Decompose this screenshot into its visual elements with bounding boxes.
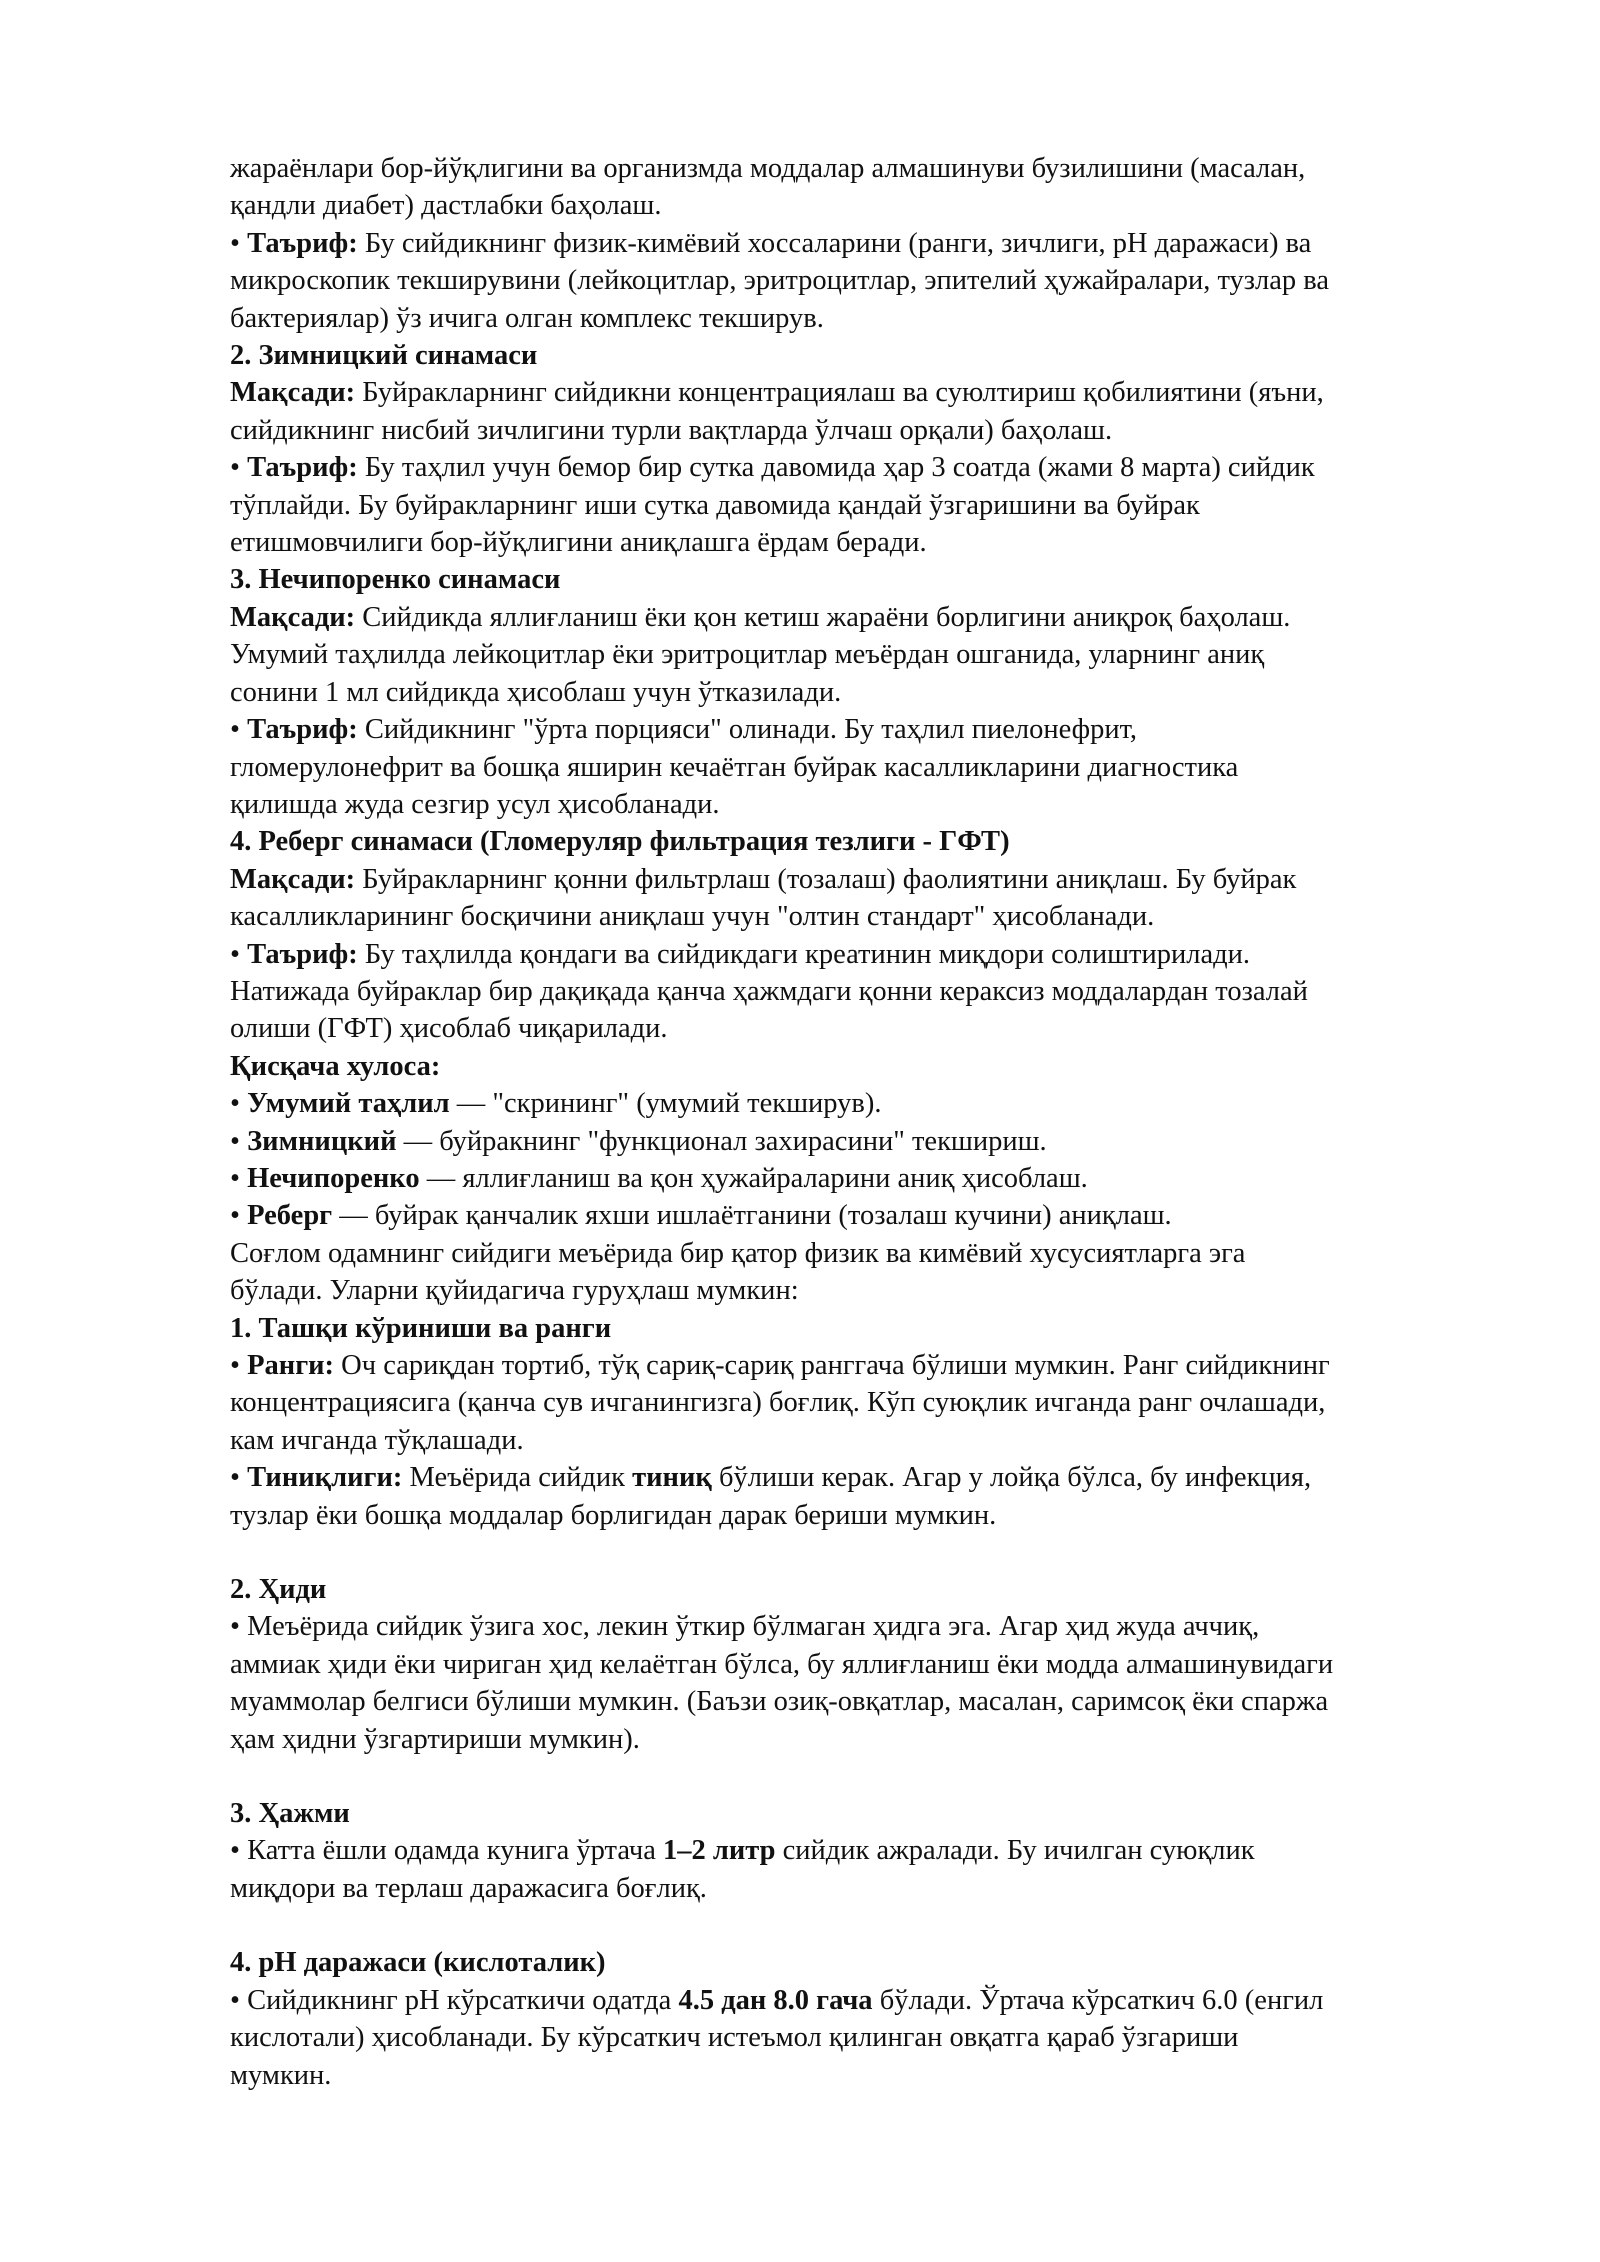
text-run: Буйракларнинг сийдикни концентрациялаш ва суюлтириш қобилиятини (яъни, сийдикнинг нисбий зичлигини турли вақтларда ўлчаш орқали) баҳолаш. — [230, 377, 1324, 446]
text-run: • — [230, 1200, 248, 1232]
paragraph-spacer — [230, 1534, 1530, 1571]
text-run: • Сийдикнинг pH кўрсаткичи одатда — [230, 1984, 679, 2016]
text-run: — буйракнинг "функционал захирасини" текшириш. — [396, 1125, 1047, 1157]
bold-text: Таъриф: — [247, 938, 358, 970]
paragraph — [230, 449, 1530, 561]
bold-text: 4. pH даражаси (кислоталик) — [230, 1947, 606, 1979]
bold-text: Нечипоренко — [247, 1162, 420, 1194]
paragraph — [230, 1085, 1530, 1122]
paragraph — [230, 861, 1530, 936]
paragraph — [230, 1347, 1530, 1459]
paragraph — [230, 1197, 1530, 1234]
text-run: • — [230, 1462, 248, 1494]
bold-text: Қисқача хулоса: — [230, 1050, 441, 1082]
bold-text: Тиниқлиги: — [247, 1462, 403, 1494]
paragraph-spacer — [230, 1907, 1530, 1944]
text-run: • Катта ёшли одамда кунига ўртача — [230, 1835, 663, 1867]
text-run: Соғлом одамнинг сийдиги меъёрида бир қатор физик ва кимёвий хусусиятларга эга бўлади. Уларни қуйидагича гуруҳлаш мумкин: — [230, 1237, 1246, 1307]
text-run: Меъёрида сийдик — [402, 1462, 633, 1494]
bold-text: Мақсади: — [230, 377, 356, 409]
paragraph — [230, 225, 1530, 337]
bold-text: 1–2 литр — [662, 1835, 776, 1867]
bold-text: 1. Ташқи кўриниши ва ранги — [230, 1312, 612, 1344]
section-heading — [230, 823, 1530, 860]
section-heading — [230, 1310, 1530, 1347]
section-heading — [230, 561, 1530, 598]
paragraph — [230, 936, 1530, 1048]
bold-text: Умумий таҳлил — [247, 1088, 450, 1120]
section-heading — [230, 1571, 1530, 1608]
text-run: сийдик ажралади. Бу ичилган суюқлик миқдори ва терлаш даражасига боғлиқ. — [230, 1835, 1255, 1904]
text-run: жараёнлари бор-йўқлигини ва организмда моддалар алмашинуви бузилишини (масалан, қандли диабет) дастлабки баҳолаш. — [230, 153, 1306, 222]
bold-text: 4. Реберг синамаси (Гломеруляр фильтрация тезлиги - ГФТ) — [230, 826, 1010, 858]
text-run: • — [230, 1350, 248, 1381]
bold-text: 4.5 дан 8.0 гача — [678, 1984, 873, 2016]
bold-text: 3. Ҳажми — [230, 1798, 350, 1830]
bold-text: 2. Ҳиди — [230, 1574, 327, 1606]
text-run: • — [230, 227, 248, 259]
text-run: бўлади. Ўртача кўрсаткич 6.0 (енгил кислотали) ҳисобланади. Бу кўрсаткич истеъмол қилинган овқатга қараб ўзгариши мумкин. — [230, 1984, 1324, 2091]
text-run: — яллиғланиш ва қон ҳужайраларини аниқ ҳисоблаш. — [419, 1162, 1088, 1194]
text-run: • — [230, 714, 248, 746]
bold-text: тиниқ — [632, 1462, 712, 1494]
text-run: • — [230, 1088, 248, 1120]
bold-text: Таъриф: — [247, 227, 358, 259]
paragraph — [230, 150, 1530, 225]
bold-text: Мақсади: — [230, 601, 356, 633]
section-heading — [230, 1944, 1530, 1981]
bold-text: Реберг — [247, 1200, 333, 1232]
paragraph — [230, 1160, 1530, 1197]
bold-text: Мақсади: — [230, 863, 356, 895]
paragraph-spacer — [230, 1758, 1530, 1795]
bold-text: Зимницкий — [247, 1125, 397, 1157]
paragraph — [230, 374, 1530, 449]
text-run: Оч сариқдан тортиб, тўқ сариқ-сариқ ранггача бўлиши мумкин. Ранг сийдикнинг концентрациясига (қанча сув ичганингизга) боғлиқ. Кўп суюқлик ичганда ранг очлашади, кам ичганда тўқлашади. — [230, 1350, 1330, 1456]
bold-text: Таъриф: — [247, 452, 358, 484]
paragraph — [230, 1982, 1530, 2094]
paragraph — [230, 1235, 1530, 1310]
text-run: бўлиши керак. Агар у лойқа бўлса, бу инфекция, тузлар ёки бошқа моддалар борлигидан дарак бериши мумкин. — [230, 1462, 1312, 1531]
bold-text: Таъриф: — [247, 714, 358, 746]
text-run: • — [230, 1162, 248, 1194]
paragraph — [230, 1123, 1530, 1160]
bold-text: 2. Зимницкий синамаси — [230, 340, 538, 372]
section-heading — [230, 337, 1530, 374]
text-run: — буйрак қанчалик яхши ишлаётганини (тозалаш кучини) аниқлаш. — [332, 1200, 1172, 1232]
text-run: Бу таҳлилда қондаги ва сийдикдаги креатинин миқдори солиштирилади. Натижада буйраклар бир дақиқада қанча ҳажмдаги қонни кераксиз моддалардан тозалай олиши (ГФТ) ҳисоблаб чиқарилади. — [230, 938, 1308, 1045]
paragraph — [230, 599, 1530, 711]
section-heading — [230, 1795, 1530, 1832]
text-run: • — [230, 452, 248, 484]
text-run: Бу таҳлил учун бемор бир сутка давомида ҳар 3 соатда (жами 8 марта) сийдик тўплайди. Бу буйракларнинг иши сутка давомида қандай ўзгаришини ва буйрак етишмовчилиги бор-йўқлигини аниқлашга ёрдам беради. — [230, 452, 1315, 559]
paragraph — [230, 711, 1530, 823]
paragraph — [230, 1608, 1530, 1758]
text-run: • Меъёрида сийдик ўзига хос, лекин ўткир бўлмаган ҳидга эга. Агар ҳид жуда аччиқ, аммиак ҳиди ёки чириган ҳид келаётган бўлса, бу яллиғланиш ёки модда алмашинувидаги муаммолар белгиси бўлиши мумкин. (Баъзи озиқ-овқатлар, масалан, саримсоқ ёки спаржа ҳам ҳидни ўзгартириши мумкин). — [230, 1611, 1334, 1755]
text-run: Буйракларнинг қонни фильтрлаш (тозалаш) фаолиятини аниқлаш. Бу буйрак касалликларининг босқичини аниқлаш учун "олтин стандарт" ҳисобланади. — [230, 863, 1297, 933]
text-run: Бу сийдикнинг физик-кимёвий хоссаларини (ранги, зичлиги, pH даражаси) ва микроскопик текширувини (лейкоцитлар, эритроцитлар, эпителий ҳужайралари, тузлар ва бактериялар) ўз ичига олган комплекс текширув. — [230, 227, 1330, 334]
text-run: • — [230, 938, 248, 970]
paragraph — [230, 1832, 1530, 1907]
bold-text: Ранги: — [247, 1350, 335, 1381]
paragraph — [230, 1459, 1530, 1534]
bold-text: 3. Нечипоренко синамаси — [230, 564, 561, 596]
document-body — [230, 150, 1530, 2094]
section-heading — [230, 1048, 1530, 1085]
text-run: Сийдикнинг "ўрта порцияси" олинади. Бу таҳлил пиелонефрит, гломерулонефрит ва бошқа яширин кечаётган буйрак касалликларини диагностика қилишда жуда сезгир усул ҳисобланади. — [230, 714, 1239, 820]
text-run: — "скрининг" (умумий текширув). — [449, 1088, 882, 1120]
text-run: • — [230, 1125, 248, 1157]
text-run: Сийдикда яллиғланиш ёки қон кетиш жараёни борлигини аниқроқ баҳолаш. Умумий таҳлилда лейкоцитлар ёки эритроцитлар меъёрдан ошганида, уларнинг аниқ сонини 1 мл сийдикда ҳисоблаш учун ўтказилади. — [230, 601, 1291, 708]
